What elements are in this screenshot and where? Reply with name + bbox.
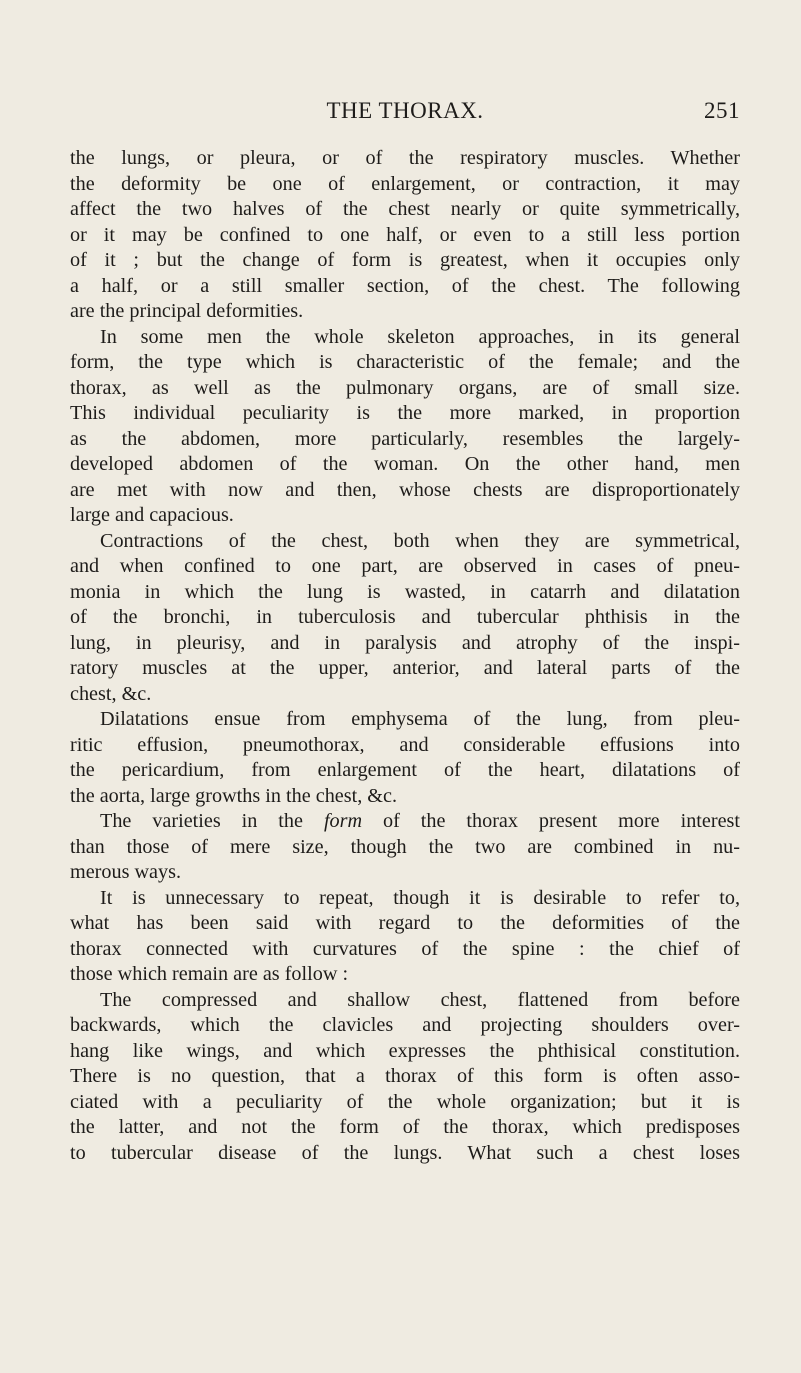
text-line: [70, 1064, 740, 1090]
text-line: [70, 1039, 740, 1065]
text-line: [70, 1141, 740, 1167]
text-line: [70, 962, 740, 988]
text-run: thorax connected with curvatures of the spine : the chief of: [70, 937, 740, 960]
text-line: [70, 707, 740, 733]
text-run: of the thorax present more interest: [362, 810, 740, 832]
text-run: the pericardium, from enlargement of the heart, dilatations of: [70, 759, 740, 781]
text-run: ratory muscles at the upper, anterior, and lateral parts of the: [70, 657, 740, 679]
text-line: [70, 758, 740, 784]
text-run: form, the type which is characteristic of the female; and the: [70, 351, 740, 373]
text-line: [70, 325, 740, 351]
text-run: backwards, which the clavicles and projecting shoulders over-: [70, 1014, 740, 1036]
text-line: [70, 350, 740, 376]
text-line: [70, 911, 740, 937]
text-run: and when confined to one part, are observed in cases of pneu-: [70, 555, 740, 577]
text-line: [70, 886, 740, 912]
text-run: monia in which the lung is wasted, in catarrh and dilatation: [70, 580, 740, 603]
text-line: [70, 478, 740, 504]
text-line: [70, 580, 740, 606]
text-line: [70, 809, 740, 835]
text-line: [70, 223, 740, 249]
text-run: a half, or a still smaller section, of the chest. The following: [70, 274, 740, 297]
text-run: of the bronchi, in tuberculosis and tubercular phthisis in the: [70, 606, 740, 628]
text-line: [70, 835, 740, 861]
text-run: what has been said with regard to the deformities of the: [70, 912, 740, 934]
text-run: ritic effusion, pneumothorax, and considerable effusions into: [70, 733, 740, 756]
text-line: [70, 605, 740, 631]
text-line: [70, 682, 740, 708]
text-line: [70, 376, 740, 402]
running-header: [70, 98, 740, 132]
text-run: to tubercular disease of the lungs. What such a chest loses: [70, 1141, 740, 1164]
text-line: [70, 656, 740, 682]
text-run: hang like wings, and which expresses the phthisical constitution.: [70, 1039, 740, 1062]
text-run: Contractions of the chest, both when they are symmetrical,: [100, 529, 740, 552]
text-line: [70, 784, 740, 810]
text-run: the latter, and not the form of the thorax, which predisposes: [70, 1116, 740, 1138]
text-run: large and capacious.: [70, 504, 234, 526]
text-run: the aorta, large growths in the chest, &c.: [70, 784, 398, 807]
text-line: [70, 988, 740, 1014]
text-run: those which remain are as follow :: [70, 963, 349, 985]
text-run: This individual peculiarity is the more marked, in proportion: [70, 402, 740, 424]
text-run: than those of mere size, though the two are combined in nu-: [70, 835, 740, 858]
text-run: It is unnecessary to repeat, though it is desirable to refer to,: [100, 886, 740, 909]
text-line: [70, 427, 740, 453]
text-line: [70, 631, 740, 657]
text-run: the lungs, or pleura, or of the respiratory muscles. Whether: [70, 147, 740, 169]
body-text: [70, 146, 740, 1166]
text-run: as the abdomen, more particularly, resembles the largely-: [70, 427, 740, 450]
text-run: are met with now and then, whose chests are disproportionately: [70, 478, 740, 501]
text-run: thorax, as well as the pulmonary organs, are of small size.: [70, 376, 740, 399]
text-line: [70, 554, 740, 580]
text-run: are the principal deformities.: [70, 300, 304, 322]
text-line: [70, 299, 740, 325]
italic-word: form: [323, 810, 363, 832]
text-run: lung, in pleurisy, and in paralysis and atrophy of the inspi-: [70, 631, 740, 654]
text-run: the deformity be one of enlargement, or contraction, it may: [70, 172, 740, 195]
text-run: merous ways.: [70, 861, 182, 883]
text-line: [70, 274, 740, 300]
text-run: or it may be confined to one half, or even to a still less portion: [70, 223, 740, 246]
text-run: The varieties in the: [100, 810, 303, 832]
text-line: [70, 401, 740, 427]
text-line: [70, 529, 740, 555]
text-line: [70, 452, 740, 478]
text-run: chest, &c.: [70, 682, 152, 705]
text-run: There is no question, that a thorax of this form is often asso-: [70, 1065, 740, 1087]
text-line: [70, 146, 740, 172]
text-run: In some men the whole skeleton approaches, in its general: [100, 325, 740, 348]
text-run: The compressed and shallow chest, flattened from before: [100, 988, 740, 1011]
text-line: [70, 860, 740, 886]
text-run: ciated with a peculiarity of the whole organization; but it is: [70, 1090, 740, 1113]
text-run: of it ; but the change of form is greatest, when it occupies only: [70, 249, 740, 271]
text-line: [70, 197, 740, 223]
text-run: developed abdomen of the woman. On the other hand, men: [70, 453, 740, 475]
text-line: [70, 937, 740, 963]
text-run: affect the two halves of the chest nearly or quite symmetrically,: [70, 198, 740, 220]
text-line: [70, 1013, 740, 1039]
running-title: THE THORAX.: [326, 98, 484, 123]
page-number: 251: [704, 98, 740, 123]
text-line: [70, 172, 740, 198]
text-line: [70, 248, 740, 274]
text-line: [70, 1115, 740, 1141]
text-run: Dilatations ensue from emphysema of the lung, from pleu-: [100, 708, 740, 730]
text-line: [70, 1090, 740, 1116]
text-line: [70, 503, 740, 529]
text-line: [70, 733, 740, 759]
